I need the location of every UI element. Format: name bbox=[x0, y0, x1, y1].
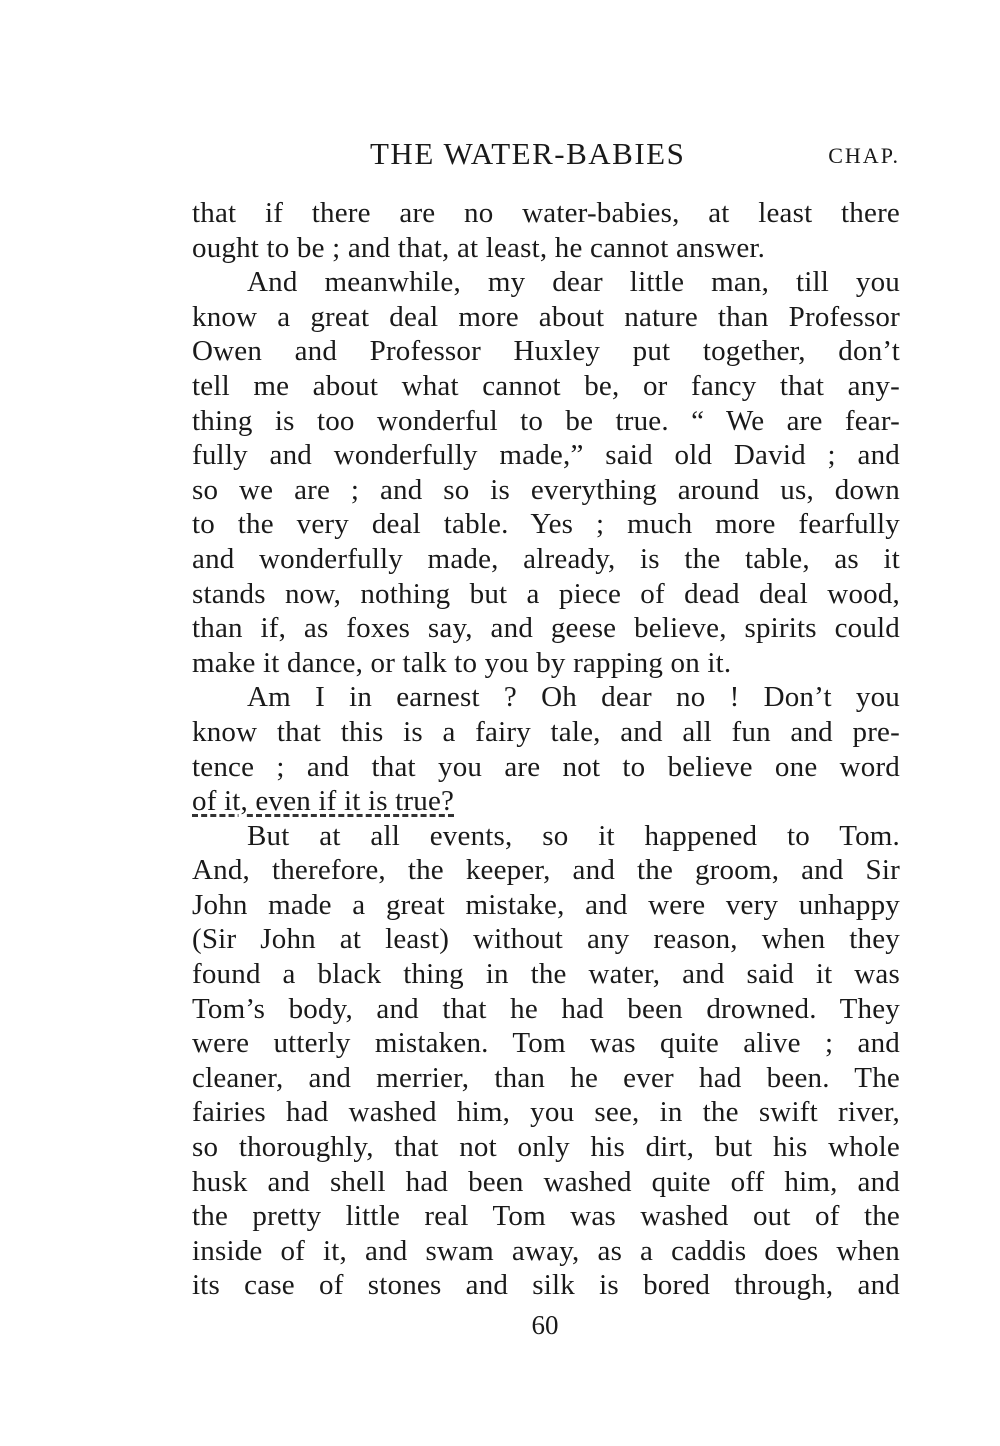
page-number-text: 60 bbox=[531, 1310, 559, 1340]
text-line: Owen and Professor Huxley put together, don’t bbox=[192, 335, 900, 368]
text-line bbox=[192, 784, 900, 819]
text-line: John made a great mistake, and were very unhappy bbox=[192, 888, 900, 921]
text-line: know that this is a fairy tale, and all fun and pre- bbox=[192, 715, 900, 748]
text-line: And, therefore, the keeper, and the groom, and Sir bbox=[192, 854, 900, 887]
text-line: make it dance, or talk to you by rapping on it. bbox=[192, 646, 732, 679]
text-line: so we are ; and so is everything around us, down bbox=[192, 473, 900, 506]
text-line: that if there are no water-babies, at least there bbox=[192, 197, 900, 229]
text-line: fully and wonderfully made,” said old David ; and bbox=[192, 439, 900, 472]
underlined-text: of it, even if it is true? bbox=[192, 785, 455, 818]
text-line: husk and shell had been washed quite off him, and bbox=[192, 1165, 900, 1198]
paragraph-first-line: And meanwhile, my dear little man, till you bbox=[247, 266, 900, 299]
text-line: ought to be ; and that, at least, he cannot answer. bbox=[192, 231, 766, 264]
text-line: and wonderfully made, already, is the table, as it bbox=[192, 542, 900, 575]
running-title: THE WATER-BABIES bbox=[370, 136, 686, 171]
page-number bbox=[0, 1310, 1000, 1341]
text-line: tence ; and that you are not to believe one word bbox=[192, 750, 900, 783]
text-line: thing is too wonderful to be true. “ We are fear- bbox=[192, 404, 900, 437]
text-line: to the very deal table. Yes ; much more fearfully bbox=[192, 508, 900, 541]
text-line: found a black thing in the water, and said it was bbox=[192, 958, 900, 991]
text-line: were utterly mistaken. Tom was quite alive ; and bbox=[192, 1027, 900, 1060]
running-chapter-label: CHAP. bbox=[828, 143, 900, 168]
running-head bbox=[190, 136, 900, 176]
text-line: cleaner, and merrier, than he ever had been. The bbox=[192, 1061, 900, 1094]
paragraph-first-line: But at all events, so it happened to Tom. bbox=[247, 819, 900, 852]
text-line: so thoroughly, that not only his dirt, but his whole bbox=[192, 1131, 900, 1164]
text-line: fairies had washed him, you see, in the swift river, bbox=[192, 1096, 900, 1129]
text-line: (Sir John at least) without any reason, when they bbox=[192, 923, 900, 956]
text-line: the pretty little real Tom was washed out of the bbox=[192, 1200, 900, 1233]
text-line: know a great deal more about nature than Professor bbox=[192, 300, 900, 333]
text-line: its case of stones and silk is bored through, and bbox=[192, 1269, 900, 1302]
body-text bbox=[192, 196, 900, 1303]
text-line: than if, as foxes say, and geese believe, spirits could bbox=[192, 612, 900, 645]
text-line: Tom’s body, and that he had been drowned. They bbox=[192, 992, 900, 1025]
text-line: stands now, nothing but a piece of dead deal wood, bbox=[192, 577, 900, 610]
text-line: inside of it, and swam away, as a caddis does when bbox=[192, 1234, 900, 1267]
paragraph-first-line: Am I in earnest ? Oh dear no ! Don’t you bbox=[247, 681, 900, 714]
text-line: tell me about what cannot be, or fancy that any- bbox=[192, 369, 900, 402]
